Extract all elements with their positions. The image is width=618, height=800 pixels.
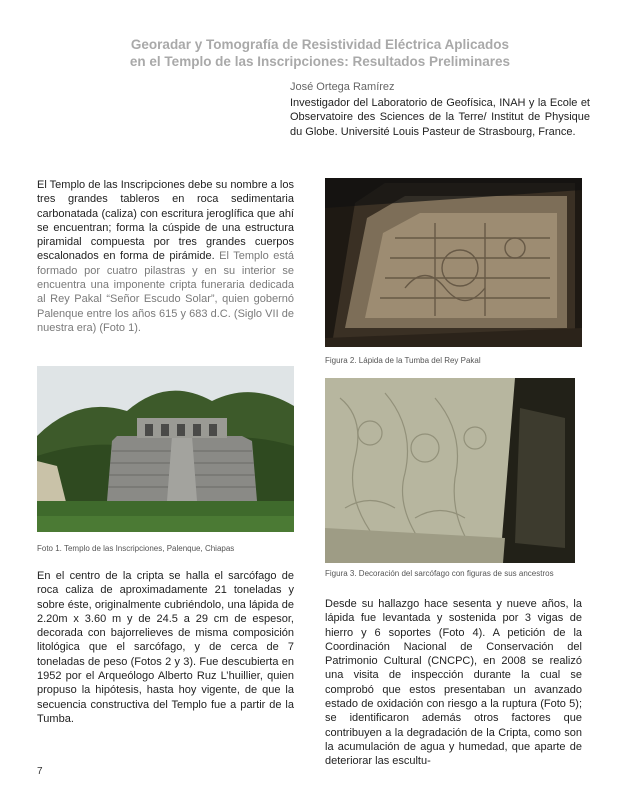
paragraph-hallazgo: Desde su hallazgo hace sesenta y nueve años, la lápida fue levantada y sostenida por 3 vigas de hierro y 6 soportes (Foto 4). A petición de la Coordinación Nacional de Conservación del Patrimonio Cultural (CNCPC), en 2008 se realizó una visita de inspección durante la cual se comprobó que estos presentaban un avanzado estado de oxidación con riesgo a la ruptura (Foto 5); se identificaron además otros factores que contribuyen a la degradación de la Cripta, como son la acumulación de agua y humedad, que aparte de deteriorar las escultu- xyxy=(325,598,582,768)
caption-foto-3: Figura 3. Decoración del sarcófago con figuras de sus ancestros xyxy=(325,569,554,578)
photo-sarcofago-decoracion xyxy=(325,378,575,563)
author-affiliation: Investigador del Laboratorio de Geofísica, INAH y la Ecole et Observatoire des Sciences de la Terre/ Institut de Physique du Globe. Université Louis Pasteur de Strasbourg, France. xyxy=(290,96,590,138)
paragraph-intro-main: El Templo de las Inscripciones debe su nombre a los tres grandes tableros en roca sedimentaria carbonatada (caliza) con escritura jeroglífica que ahí se encuentran; forma la cúspide de una estructura piramidal compuesta por tres grandes cuerpos escalonados en forma de pirámide. xyxy=(37,179,294,263)
photo-templo-inscripciones xyxy=(37,366,294,532)
author-name: José Ortega Ramírez xyxy=(290,81,395,93)
paragraph-intro-faded: El Templo está formado por cuatro pilastras y en su interior se encuentra una imponente cripta funeraria dedicada al Rey Pakal “Señor Escudo Solar”, quien gobernó Palenque entre los años 615 y 683 d.C. (Siglo VII de nuestra era) (Foto 1). xyxy=(37,250,294,334)
caption-foto-1: Foto 1. Templo de las Inscripciones, Palenque, Chiapas xyxy=(37,544,235,553)
title-line-1: Georadar y Tomografía de Resistividad Eléctrica Aplicados xyxy=(130,37,510,52)
photo-lapida-pakal xyxy=(325,178,582,347)
author-block xyxy=(290,80,590,139)
paragraph-cripta: En el centro de la cripta se halla el sarcófago de roca caliza de aproximadamente 21 toneladas y sobre éste, originalmente cubriéndolo, una lápida de 2.20m x 3.60 m y de 24.5 a 29 cm de espesor, decorada con bajorrelieves de misma composición litológica que el sarcófago, y de cerca de 7 toneladas de peso (Fotos 2 y 3). Fue descubierta en 1952 por el Arqueólogo Alberto Ruz L’huillier, quien propuso la hipótesis, hasta hoy vigente, de que la secuencia constructiva del Templo fue a partir de la Tumba. xyxy=(37,570,294,725)
caption-foto-2: Figura 2. Lápida de la Tumba del Rey Pakal xyxy=(325,356,481,365)
article-title xyxy=(60,36,580,70)
paragraph-intro xyxy=(37,178,294,335)
page-number: 7 xyxy=(37,766,43,777)
title-line-2: en el Templo de las Inscripciones: Resultados Preliminares xyxy=(129,54,511,69)
